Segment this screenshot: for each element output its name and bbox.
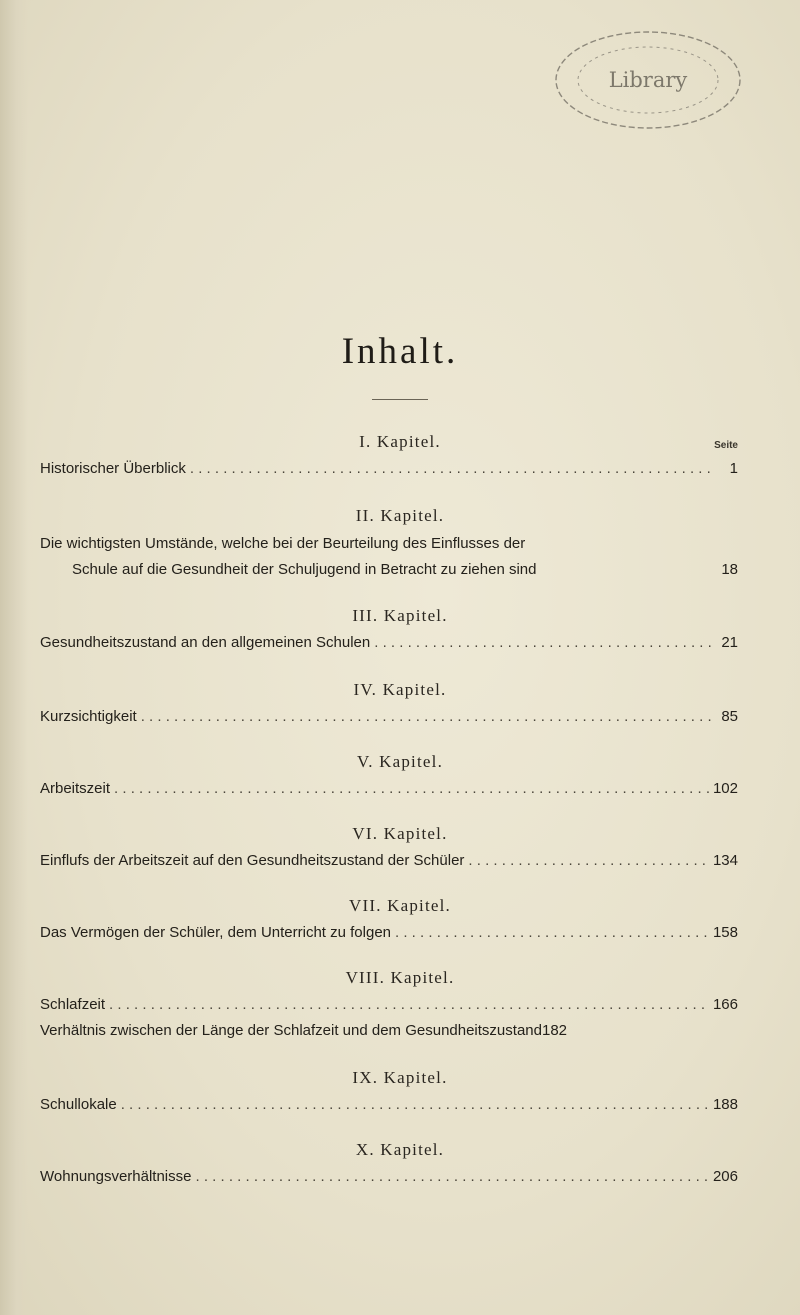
dot-leader xyxy=(114,780,709,797)
toc-entry[interactable] xyxy=(40,634,738,651)
dot-leader xyxy=(190,460,712,477)
entry-title: Schlafzeit xyxy=(40,996,106,1013)
entry-page: 166 xyxy=(712,996,738,1013)
entry-title: Verhältnis zwischen der Länge der Schlafzeit und dem Gesundheitszustand xyxy=(40,1022,542,1039)
entry-title: Arbeitszeit xyxy=(40,780,111,797)
dot-leader xyxy=(109,996,709,1013)
entry-page: 206 xyxy=(712,1168,738,1185)
entry-page: 182 xyxy=(541,1022,568,1039)
toc-entry[interactable] xyxy=(40,852,738,869)
entry-title: Gesundheitszustand an den allgemeinen Schulen xyxy=(40,634,371,651)
entry-title: Einflufs der Arbeitszeit auf den Gesundheitszustand der Schüler xyxy=(40,852,465,869)
toc-entry-line2[interactable] xyxy=(72,561,738,578)
page-column-header: Seite xyxy=(714,440,738,451)
dot-leader xyxy=(195,1168,708,1185)
entry-page: 102 xyxy=(712,780,738,797)
toc-entry[interactable] xyxy=(40,460,738,477)
dot-leader xyxy=(121,1096,709,1113)
entry-title: Das Vermögen der Schüler, dem Unterricht zu folgen xyxy=(40,924,392,941)
toc-entry[interactable] xyxy=(40,780,738,797)
chapter-heading: II. Kapitel. xyxy=(355,506,445,525)
page-title: Inhalt. xyxy=(341,331,459,372)
entry-page: 21 xyxy=(721,634,738,651)
page-edge-shadow xyxy=(0,0,28,1315)
chapter-heading: IV. Kapitel. xyxy=(353,680,447,699)
toc-entry[interactable] xyxy=(40,1022,738,1039)
entry-page: 85 xyxy=(721,708,738,725)
entry-title: Schule auf die Gesundheit der Schuljugend in Betracht zu ziehen sind xyxy=(72,561,537,578)
entry-page: 1 xyxy=(729,460,738,477)
entry-title: Wohnungsverhältnisse xyxy=(40,1168,192,1185)
toc-entry[interactable] xyxy=(40,996,738,1013)
title-divider xyxy=(372,399,428,400)
dot-leader xyxy=(141,708,712,725)
library-stamp xyxy=(548,20,748,138)
chapter-heading: VIII. Kapitel. xyxy=(345,968,455,987)
toc-entry[interactable] xyxy=(40,708,738,725)
toc-entry[interactable] xyxy=(40,1168,738,1185)
entry-page: 18 xyxy=(721,561,738,578)
entry-page: 158 xyxy=(712,924,738,941)
entry-title: Historischer Überblick xyxy=(40,460,186,477)
chapter-heading: III. Kapitel. xyxy=(352,606,448,625)
chapter-heading: X. Kapitel. xyxy=(355,1140,445,1159)
chapter-heading: V. Kapitel. xyxy=(356,752,444,771)
chapter-heading: IX. Kapitel. xyxy=(352,1068,448,1087)
chapter-heading: VII. Kapitel. xyxy=(349,896,451,915)
toc-entry-line1[interactable]: Die wichtigsten Umstände, welche bei der Beurteilung des Einflusses der xyxy=(40,535,526,552)
dot-leader xyxy=(374,634,712,651)
chapter-heading: VI. Kapitel. xyxy=(352,824,448,843)
toc-entry[interactable] xyxy=(40,1096,738,1113)
entry-title: Schullokale xyxy=(40,1096,117,1113)
entry-page: 134 xyxy=(712,852,738,869)
dot-leader xyxy=(468,852,709,869)
toc-entry[interactable] xyxy=(40,924,738,941)
dot-leader xyxy=(395,924,709,941)
stamp-text: Library xyxy=(608,68,688,92)
entry-title: Kurzsichtigkeit xyxy=(40,708,137,725)
entry-page: 188 xyxy=(712,1096,738,1113)
chapter-heading: I. Kapitel. xyxy=(359,432,441,451)
